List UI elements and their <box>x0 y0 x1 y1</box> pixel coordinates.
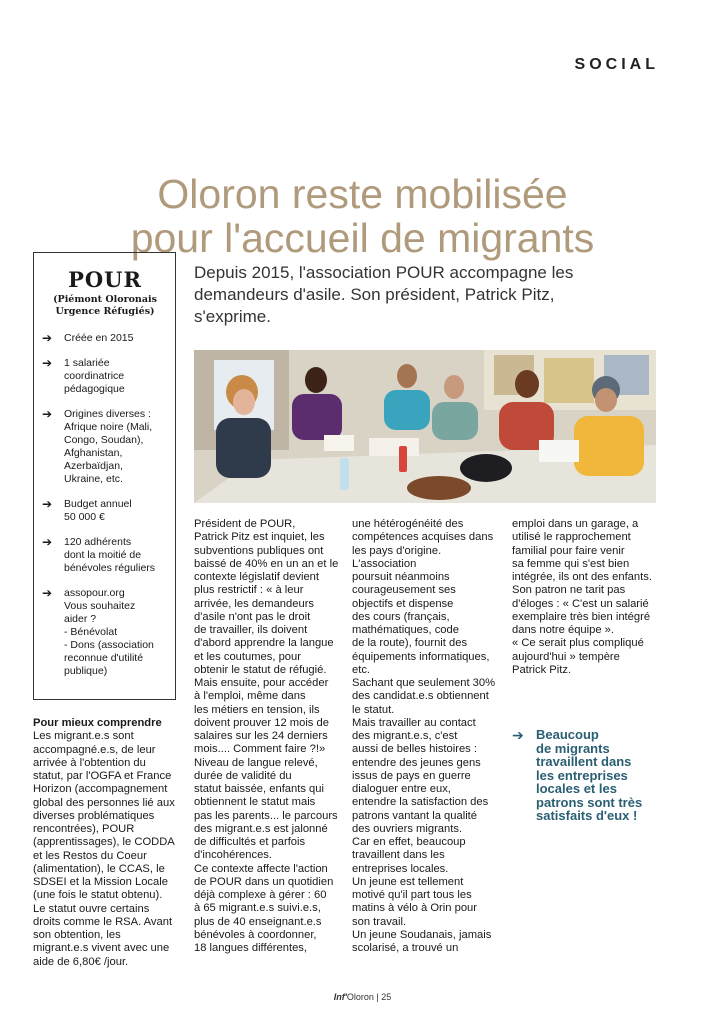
fact-item <box>42 408 168 486</box>
column-2: Président de POUR, Patrick Pitz est inquiet, les subventions publiques ont baissé de 40% en un an et le contexte législatif devient plus restrictif : « à leur arrivée, les demandeurs d'asile n'ont pas le droit de travailler, ils doivent d'abord apprendre la langue et les coutumes, pour obtenir le statut de réfugié. Mais ensuite, pour accéder à l'emploi, même dans les métiers en tension, ils doivent prouver 12 mois de salaires sur les 24 derniers mois.... Comment faire ?!» Niveau de langue relevé, durée de validité du statut baissée, enfants qui obtiennent le statut mais pas les parents... le parcours des migrant.e.s est jalonné de difficultés et parfois d'incohérences. Ce contexte affecte l'action de POUR dans un quotidien déjà complexe à gérer : 60 à 65 migrant.e.s suivi.e.s, plus de 40 enseignant.e.s bénévoles à coordonner, 18 langues différentes, <box>194 518 339 954</box>
column-1 <box>33 717 183 969</box>
pull-quote <box>512 728 658 823</box>
fact-item <box>42 536 168 575</box>
fact-item <box>42 357 168 396</box>
column-4: emploi dans un garage, a utilisé le rapprochement familial pour faire venir sa femme qui s'est bien intégrée, ils ont des enfants. Son patron ne tarit pas d'éloges : « C'est un salarié exemplaire très bien intégré dans notre équipe ». « Ce serait plus compliqué aujourd'hui » tempère Patrick Pitz. <box>512 518 652 676</box>
footer-brand: Inf' <box>333 992 347 1002</box>
pull-quote-text: Beaucoup de migrants travaillent dans les entreprises locales et les patrons sont très satisfaits d'eux ! <box>536 727 643 823</box>
fact-text: 120 adhérents dont la moitié de bénévoles réguliers <box>64 536 156 574</box>
fact-item <box>42 332 168 345</box>
info-box-title: POUR <box>68 267 142 292</box>
page-number: 25 <box>381 992 392 1002</box>
section-label: SOCIAL <box>574 56 659 73</box>
arrow-right-icon: ➔ <box>42 407 53 421</box>
arrow-right-icon: ➔ <box>42 356 53 370</box>
column-1-text: Les migrant.e.s sont accompagné.e.s, de leur arrivée à l'obtention du statut, par l'OGFA et France Horizon (accompagnement global des personnes lié aux diverses problématiques rencontrées), POUR (apprentissages), le CODDA et les Restos du Coeur (alimentation), le CCAS, le SDSEI et la Mission Locale (une fois le statut obtenu). Le statut ouvre certains droits comme le RSA. Avant son obtention, les migrant.e.s vivent avec une aide de 6,80€ /jour. <box>33 730 175 968</box>
fact-text: 1 salariée coordinatrice pédagogique <box>64 357 125 395</box>
lead-paragraph: Depuis 2015, l'association POUR accompagne les demandeurs d'asile. Son président, Patrick Pitz, s'exprime. <box>194 263 574 326</box>
headline <box>0 172 725 260</box>
arrow-right-icon: ➔ <box>42 331 53 345</box>
info-box <box>33 252 176 700</box>
arrow-right-icon: ➔ <box>42 535 53 549</box>
footer-separator: | <box>376 992 382 1002</box>
headline-line-1: Oloron reste mobilisée <box>157 171 568 218</box>
arrow-right-icon: ➔ <box>42 586 53 600</box>
headline-line-2: pour l'accueil de migrants <box>130 215 595 262</box>
page-footer <box>0 992 725 1002</box>
group-photo <box>194 350 656 503</box>
arrow-right-icon: ➔ <box>42 497 53 511</box>
footer-name: Oloron <box>346 992 374 1002</box>
fact-item <box>42 587 168 678</box>
fact-text: Origines diverses : Afrique noire (Mali, Congo, Soudan), Afghanistan, Azerbaïdjan, Ukraine, etc. <box>64 408 153 485</box>
fact-text: Budget annuel 50 000 € <box>64 498 132 523</box>
fact-item <box>42 498 168 524</box>
fact-text: Créée en 2015 <box>64 332 134 344</box>
info-box-subtitle: (Piémont Oloronais Urgence Réfugiés) <box>53 294 157 317</box>
group-photo-illustration <box>194 350 656 503</box>
column-1-heading: Pour mieux comprendre <box>33 717 162 729</box>
fact-text: assopour.org Vous souhaitez aider ? - Bénévolat - Dons (association reconnue d'utilité publique) <box>64 587 154 677</box>
arrow-right-icon: ➔ <box>512 727 524 743</box>
column-3: une hétérogénéité des compétences acquises dans les pays d'origine. L'association poursuit néanmoins courageusement ses objectifs et dispense des cours (français, mathématiques, code de la route), fournit des équipements informatiques, etc. Sachant que seulement 30% des candidat.e.s obtiennent le statut. Mais travailler au contact des migrant.e.s, c'est aussi de belles histoires : entendre des jeunes gens issus de pays en guerre dialoguer entre eux, entendre la satisfaction des patrons vantant la qualité des ouvriers migrants. Car en effet, beaucoup travaillent dans les entreprises locales. Un jeune est tellement motivé qu'il part tous les matins à vélo à Orin pour son travail. Un jeune Soudanais, jamais scolarisé, a trouvé un <box>352 518 496 954</box>
